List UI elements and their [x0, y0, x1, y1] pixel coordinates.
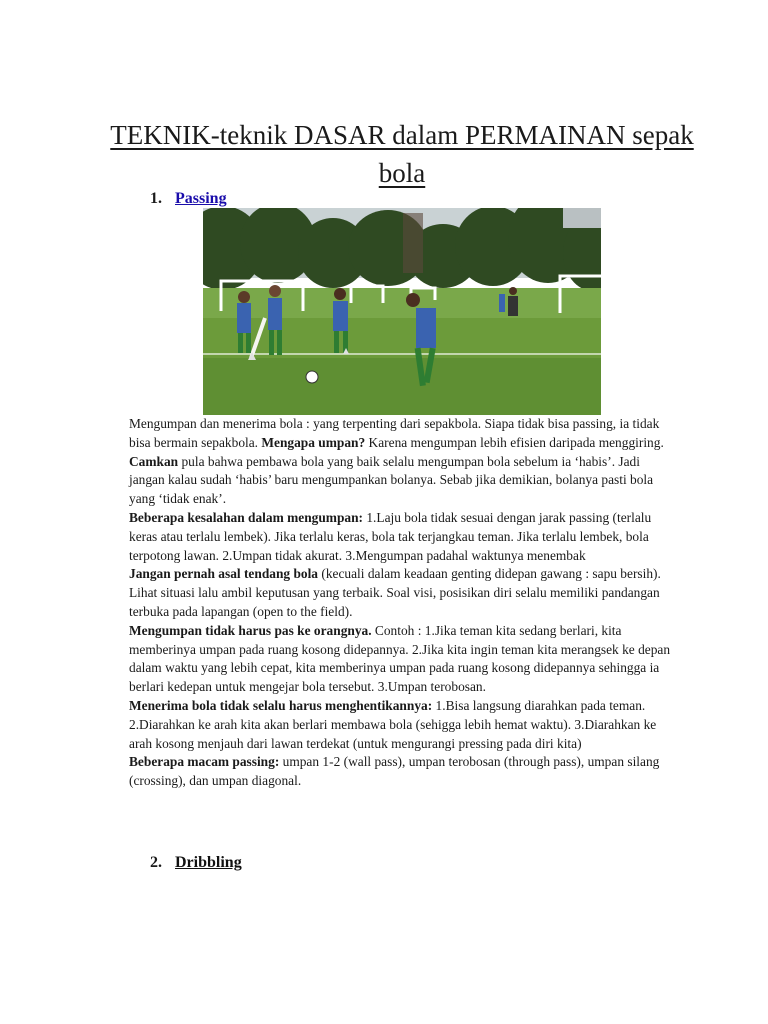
document-title: TEKNIK-teknik DASAR dalam PERMAINAN sepak bola	[110, 120, 694, 188]
section-number: 1.	[150, 190, 162, 207]
passing-link[interactable]: Passing	[175, 190, 227, 207]
dribbling-heading: Dribbling	[175, 854, 242, 871]
paragraph-pass-space: Mengumpan tidak harus pas ke orangnya. Contoh : 1.Jika teman kita sedang berlari, kita memberinya umpan pada ruang kosong didepannya. 2.Jika kita ingin teman kita merangsek ke depan dalam waktu yang lebih cepat, kita memberinya umpan pada ruang kosong didepannya sehingga ia berlari kedepan untuk mengejar bola tersebut. 3.Umpan terobosan.	[129, 622, 671, 695]
paragraph-pass-types: Beberapa macam passing: umpan 1-2 (wall pass), umpan terobosan (through pass), umpan silang (crossing), dan umpan diagonal.	[129, 754, 660, 789]
tree-line	[203, 208, 601, 291]
photo-illustration	[203, 208, 601, 415]
paragraph-never-kick: Jangan pernah asal tendang bola (kecuali dalam keadaan genting didepan gawang : sapu bersih). Lihat situasi lalu ambil keputusan yang terbaik. Soal visi, posisikan diri selalu memiliki pandangan terbuka pada lapangan (open to the field).	[129, 566, 661, 619]
paragraph-intro: Mengumpan dan menerima bola : yang terpenting dari sepakbola. Siapa tidak bisa passing, ia tidak bisa bermain sepakbola. Mengapa umpan? Karena mengumpan lebih efisien daripada menggiring. Camkan pula bahwa pembawa bola yang baik selalu mengumpan bola sebelum ia ‘habis’. Jadi jangan kalau sudah ‘habis’ baru mengumpankan bolanya. Sebab jika demikian, bolanya pasti bola yang ‘tidak enak’.	[129, 416, 664, 507]
section-number: 2.	[150, 854, 162, 871]
paragraph-receiving: Menerima bola tidak selalu harus menghentikannya: 1.Bisa langsung diarahkan pada teman. 2.Diarahkan ke arah kita akan berlari membawa bola (sehigga lebih hemat waktu). 3.Diarahkan ke arah kosong menjauh dari lawan terdekat (untuk mengurangi pressing pada diri kita)	[129, 697, 657, 751]
football-training-photo	[203, 208, 601, 415]
section-heading-passing	[150, 189, 227, 209]
paragraph-mistakes: Beberapa kesalahan dalam mengumpan: 1.Laju bola tidak sesuai dengan jarak passing (terlalu keras atau terlalu lembek). Jika terlalu keras, bola tak terjangkau teman. Jika terlalu lembek, bola terpotong lawan. 2.Umpan tidak akurat. 3.Mengumpan padahal waktunya menembak	[129, 509, 652, 563]
document-body	[129, 415, 677, 791]
section-heading-dribbling	[150, 853, 242, 873]
